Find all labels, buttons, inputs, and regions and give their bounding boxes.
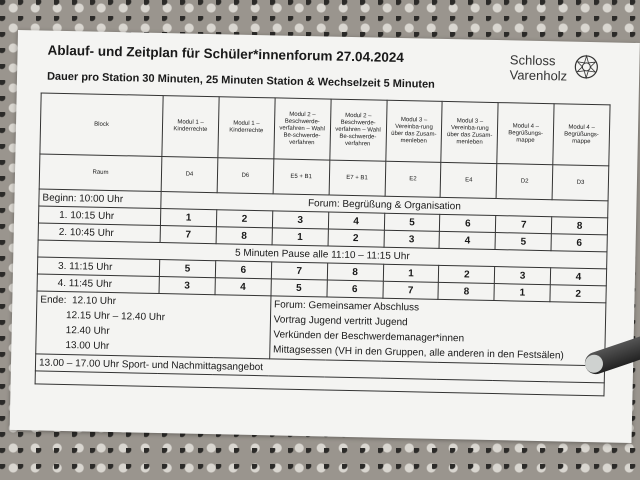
module-number: 8 bbox=[551, 217, 607, 235]
module-number: 7 bbox=[382, 281, 438, 299]
module-number: 7 bbox=[271, 262, 327, 280]
logo-line-2: Varenholz bbox=[509, 67, 568, 84]
ende-row bbox=[36, 291, 606, 366]
module-header: Modul 1 – Kinderrechte bbox=[162, 96, 219, 158]
ende-event: Forum: Gemeinsamer Abschluss bbox=[273, 299, 420, 314]
module-number: 5 bbox=[384, 213, 440, 231]
room-cell: D4 bbox=[161, 157, 218, 193]
page-subtitle: Dauer pro Station 30 Minuten, 25 Minuten Station & Wechselzeit 5 Minuten bbox=[46, 70, 435, 91]
room-cell: D3 bbox=[552, 165, 609, 201]
module-number: 5 bbox=[271, 279, 327, 297]
footer-text: 13.00 – 17.00 Uhr Sport- und Nachmittagsangebot bbox=[35, 354, 604, 383]
module-number: 2 bbox=[216, 210, 272, 228]
module-header: Modul 3 – Vereinba-rung über das Zusam-menleben bbox=[385, 100, 442, 162]
ende-event: Mittagsessen (VH in den Gruppen, alle anderen in den Festsälen) bbox=[272, 344, 564, 362]
beginn-event: Forum: Begrüßung & Organisation bbox=[161, 192, 608, 218]
logo-line-1: Schloss bbox=[509, 52, 556, 69]
ende-label: Ende: bbox=[40, 294, 67, 307]
beginn-label: Beginn: 10:00 Uhr bbox=[39, 189, 161, 209]
logo-text bbox=[509, 52, 567, 83]
module-number: 4 bbox=[328, 212, 384, 230]
module-number: 2 bbox=[550, 285, 606, 303]
module-number: 4 bbox=[550, 268, 606, 286]
module-number: 5 bbox=[159, 260, 215, 278]
module-number: 1 bbox=[494, 284, 550, 302]
page-title: Ablauf- und Zeitplan für Schüler*innenforum 27.04.2024 bbox=[47, 42, 404, 66]
module-number: 3 bbox=[384, 230, 440, 248]
ende-time: 13.00 Uhr bbox=[65, 340, 110, 352]
ende-event: Verkünden der Beschwerdemanager*innen bbox=[273, 329, 465, 345]
module-number: 4 bbox=[215, 278, 271, 296]
module-header: Modul 2 – Beschwerde-verfahren – Wahl Be-schwerde-verfahren bbox=[329, 99, 386, 161]
block-label: 3. 11:15 Uhr bbox=[37, 257, 159, 277]
room-cell: E4 bbox=[440, 162, 497, 198]
module-number: 1 bbox=[272, 228, 328, 246]
block-header: Block bbox=[40, 93, 163, 157]
room-cell: D6 bbox=[217, 158, 274, 194]
logo bbox=[509, 52, 599, 84]
block-label: 4. 11:45 Uhr bbox=[37, 274, 159, 294]
module-header: Modul 2 – Beschwerde-verfahren – Wahl Be-schwerde-verfahren bbox=[274, 98, 331, 160]
module-header: Modul 4 – Begrüßungs-mappe bbox=[553, 104, 610, 166]
room-cell: E5 + B1 bbox=[273, 159, 330, 195]
module-number: 7 bbox=[496, 216, 552, 234]
module-number: 3 bbox=[495, 267, 551, 285]
module-number: 8 bbox=[327, 263, 383, 281]
module-number: 1 bbox=[160, 209, 216, 227]
module-number: 6 bbox=[551, 234, 607, 252]
module-number: 6 bbox=[327, 280, 383, 298]
module-number: 8 bbox=[216, 227, 272, 245]
block-label: 1. 10:15 Uhr bbox=[38, 206, 160, 226]
module-header: Modul 3 – Vereinba-rung über das Zusam-menleben bbox=[441, 101, 498, 163]
ende-event: Vortrag Jugend vertritt Jugend bbox=[273, 314, 408, 329]
pause-text: 5 Minuten Pause alle 11:10 – 11:15 Uhr bbox=[38, 240, 607, 269]
schedule-table bbox=[35, 92, 611, 396]
module-number: 6 bbox=[215, 261, 271, 279]
module-header: Modul 4 – Begrüßungs-mappe bbox=[497, 103, 554, 165]
ende-times bbox=[36, 291, 271, 359]
room-cell: D2 bbox=[496, 164, 553, 200]
module-number: 1 bbox=[383, 264, 439, 282]
module-number: 2 bbox=[439, 265, 495, 283]
module-number: 5 bbox=[495, 233, 551, 251]
module-number: 4 bbox=[439, 231, 495, 249]
module-number: 2 bbox=[328, 229, 384, 247]
rose-emblem-icon bbox=[573, 54, 600, 81]
ende-time: 12.10 Uhr bbox=[71, 295, 117, 308]
module-number: 8 bbox=[438, 282, 494, 300]
module-number: 6 bbox=[440, 214, 496, 232]
module-number: 3 bbox=[159, 277, 215, 295]
module-number: 3 bbox=[272, 211, 328, 229]
ende-events bbox=[269, 296, 605, 366]
room-cell: E2 bbox=[385, 161, 442, 197]
ende-time: 12.40 Uhr bbox=[65, 325, 110, 337]
block-label: 2. 10:45 Uhr bbox=[38, 223, 160, 243]
room-cell: E7 + B1 bbox=[329, 160, 386, 196]
schedule-sheet bbox=[10, 30, 640, 443]
ende-time: 12.15 Uhr – 12.40 Uhr bbox=[65, 310, 166, 324]
module-number: 7 bbox=[160, 226, 216, 244]
module-header: Modul 1 – Kinderrechte bbox=[218, 97, 275, 159]
room-label: Raum bbox=[39, 154, 162, 192]
